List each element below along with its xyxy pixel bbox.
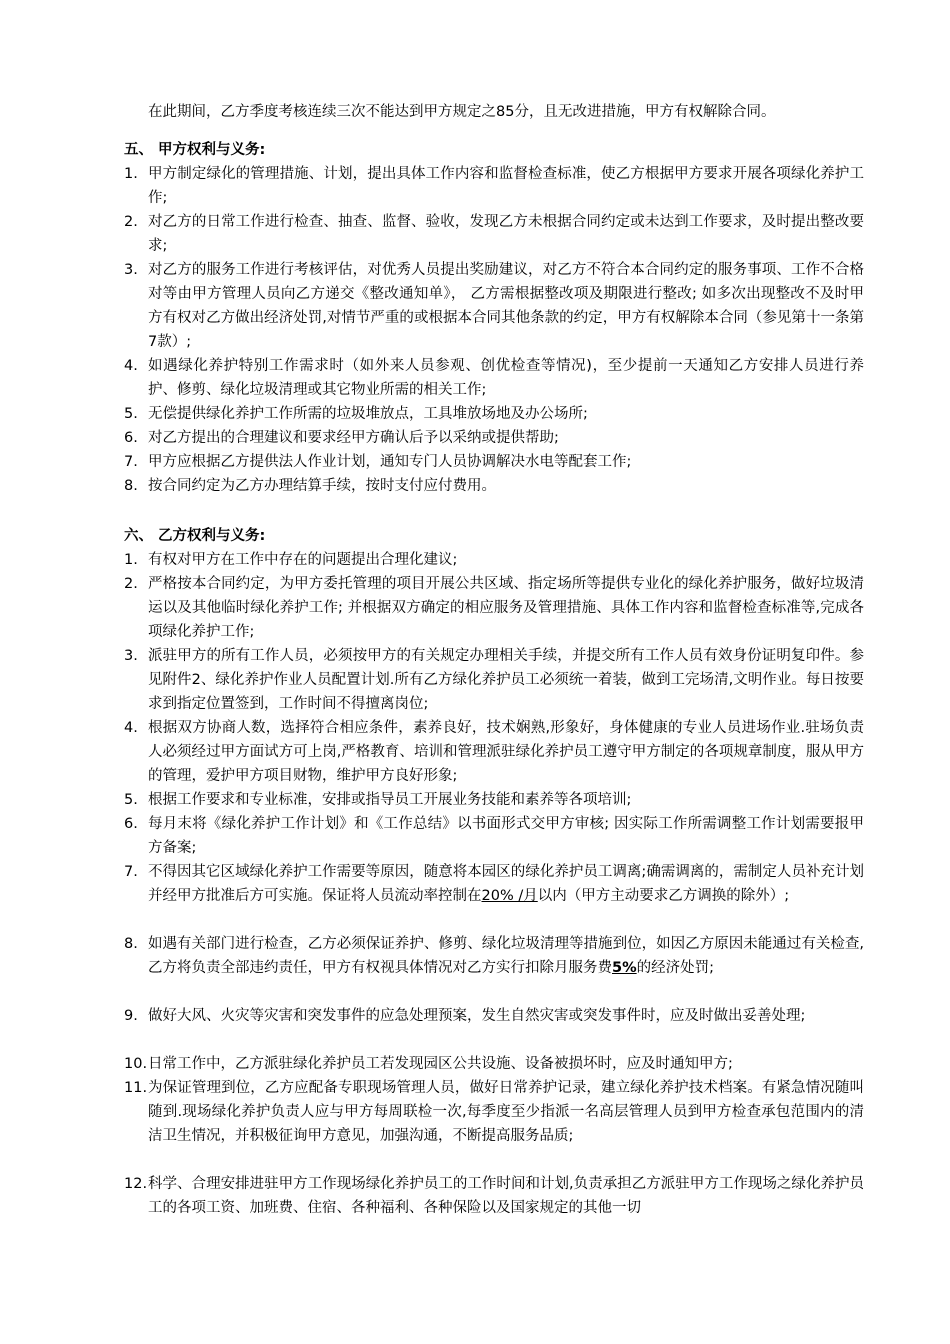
- item-text: 按合同约定为乙方办理结算手续，按时支付应付费用。: [148, 478, 496, 494]
- list-item: [124, 1172, 864, 1220]
- item-text-part: 如遇有关部门进行检查，乙方必须保证养护、修剪、绿化垃圾清理等措施到位，如因乙方原因未能通过有关检查,乙方将负责全部违约责任，甲方有权视具体情况对乙方实行扣除月服务费: [148, 936, 864, 976]
- item-number: 1.: [124, 552, 138, 568]
- list-item: [124, 788, 864, 812]
- item-text-part: 的经济处罚;: [636, 960, 715, 976]
- list-item: [124, 932, 864, 1004]
- item-text: 日常工作中，乙方派驻绿化养护员工若发现园区公共设施、设备被损坏时，应及时通知甲方;: [148, 1056, 733, 1072]
- item-text: 派驻甲方的所有工作人员，必须按甲方的有关规定办理相关手续，并提交所有工作人员有效身份证明复印件。参见附件2、绿化养护作业人员配置计划.所有乙方绿化养护员工必须统一着装，做到工完场清,文明作业。每日按要求到指定位置签到，工作时间不得擅离岗位;: [148, 648, 864, 712]
- list-item: [124, 258, 864, 354]
- list-item: [124, 860, 864, 932]
- list-item: [124, 572, 864, 644]
- list-item: [124, 474, 864, 498]
- penalty-rate-highlight: 5%: [612, 960, 637, 976]
- list-item: [124, 354, 864, 402]
- list-item: [124, 1076, 864, 1172]
- item-text: 甲方应根据乙方提供法人作业计划，通知专门人员协调解决水电等配套工作;: [148, 454, 632, 470]
- item-number: 7.: [124, 454, 138, 470]
- list-item: [124, 162, 864, 210]
- section-title: 六、 乙方权利与义务:: [124, 528, 266, 544]
- item-number: 10.: [124, 1056, 148, 1072]
- list-item: [124, 644, 864, 716]
- item-text: 对乙方提出的合理建议和要求经甲方确认后予以采纳或提供帮助;: [148, 430, 559, 446]
- list-item: [124, 812, 864, 860]
- intro-paragraph: 在此期间，乙方季度考核连续三次不能达到甲方规定之85分，且无改进措施，甲方有权解除合同。: [148, 104, 776, 120]
- item-text: 对乙方的服务工作进行考核评估，对优秀人员提出奖励建议，对乙方不符合本合同约定的服务事项、工作不合格对等由甲方管理人员向乙方递交《整改通知单》， 乙方需根据整改项及期限进行整改; 如多次出现整改不及时甲方有权对乙方做出经济处罚,对情节严重的或根据本合同其他条款的约定，甲方有权解除本合同（参见第十一条第7款）;: [148, 262, 864, 350]
- item-number: 8.: [124, 936, 138, 952]
- item-text: 甲方制定绿化的管理措施、计划，提出具体工作内容和监督检查标准，使乙方根据甲方要求开展各项绿化养护工作;: [148, 166, 864, 206]
- list-item: [124, 548, 864, 572]
- item-number: 2.: [124, 214, 138, 230]
- item-number: 11.: [124, 1080, 148, 1096]
- list-item: [124, 716, 864, 788]
- item-text: 做好大风、火灾等灾害和突发事件的应急处理预案，发生自然灾害或突发事件时，应及时做出妥善处理;: [148, 1008, 806, 1024]
- item-number: 6.: [124, 816, 138, 832]
- item-number: 4.: [124, 720, 138, 736]
- section-party-a: [124, 138, 864, 498]
- section-title: 五、 甲方权利与义务:: [124, 142, 266, 158]
- item-number: 2.: [124, 576, 138, 592]
- item-text: 如遇绿化养护特别工作需求时（如外来人员参观、创优检查等情况)，至少提前一天通知乙方安排人员进行养护、修剪、绿化垃圾清理或其它物业所需的相关工作;: [148, 358, 864, 398]
- list-item: [124, 402, 864, 426]
- item-number: 3.: [124, 262, 138, 278]
- section-party-b: [124, 524, 864, 1220]
- item-number: 4.: [124, 358, 138, 374]
- item-text: 有权对甲方在工作中存在的问题提出合理化建议;: [148, 552, 458, 568]
- item-text-part: 不得因其它区域绿化养护工作需要等原因，随意将本园区的绿化养护员工调离;确需调离的，需制定人员补充计划并经甲方批准后方可实施。保证将人员流动率控制在: [148, 864, 864, 904]
- item-number: 5.: [124, 792, 138, 808]
- item-number: 12.: [124, 1176, 148, 1192]
- item-text: 科学、合理安排进驻甲方工作现场绿化养护员工的工作时间和计划,负责承担乙方派驻甲方工作现场之绿化养护员工的各项工资、加班费、住宿、各种福利、各种保险以及国家规定的其他一切: [148, 1176, 864, 1216]
- item-text: 根据双方协商人数，选择符合相应条件，素养良好，技术娴熟,形象好，身体健康的专业人员进场作业.驻场负责人必须经过甲方面试方可上岗,严格教育、培训和管理派驻绿化养护员工遵守甲方制定的各项规章制度，服从甲方的管理，爱护甲方项目财物，维护甲方良好形象;: [148, 720, 864, 784]
- item-number: 5.: [124, 406, 138, 422]
- item-text: 无偿提供绿化养护工作所需的垃圾堆放点，工具堆放场地及办公场所;: [148, 406, 588, 422]
- item-text: 根据工作要求和专业标准，安排或指导员工开展业务技能和素养等各项培训;: [148, 792, 632, 808]
- list-item: [124, 426, 864, 450]
- item-text: [148, 860, 864, 908]
- item-number: 3.: [124, 648, 138, 664]
- list-item: [124, 1052, 864, 1076]
- list-item: [124, 1004, 864, 1052]
- turnover-rate-highlight: 20% /月: [481, 888, 538, 904]
- list-item: [124, 210, 864, 258]
- item-number: 9.: [124, 1008, 138, 1024]
- item-number: 7.: [124, 864, 138, 880]
- item-text: 为保证管理到位，乙方应配备专职现场管理人员，做好日常养护记录，建立绿化养护技术档案。有紧急情况随叫随到.现场绿化养护负责人应与甲方每周联检一次,每季度至少指派一名高层管理人员到甲方检查承包范围内的清洁卫生情况，并积极征询甲方意见，加强沟通，不断提高服务品质;: [148, 1080, 864, 1144]
- item-text: [148, 932, 864, 980]
- item-number: 8.: [124, 478, 138, 494]
- list-item: [124, 450, 864, 474]
- item-text: 每月末将《绿化养护工作计划》和《工作总结》以书面形式交甲方审核; 因实际工作所需调整工作计划需要报甲方备案;: [148, 816, 864, 856]
- item-number: 1.: [124, 166, 138, 182]
- item-text-part: 以内（甲方主动要求乙方调换的除外）;: [537, 888, 790, 904]
- item-text: 对乙方的日常工作进行检查、抽查、监督、验收，发现乙方未根据合同约定或未达到工作要求，及时提出整改要求;: [148, 214, 864, 254]
- item-text: 严格按本合同约定，为甲方委托管理的项目开展公共区域、指定场所等提供专业化的绿化养护服务，做好垃圾清运以及其他临时绿化养护工作; 并根据双方确定的相应服务及管理措施、具体工作内容和监督检查标准等,完成各项绿化养护工作;: [148, 576, 864, 640]
- item-number: 6.: [124, 430, 138, 446]
